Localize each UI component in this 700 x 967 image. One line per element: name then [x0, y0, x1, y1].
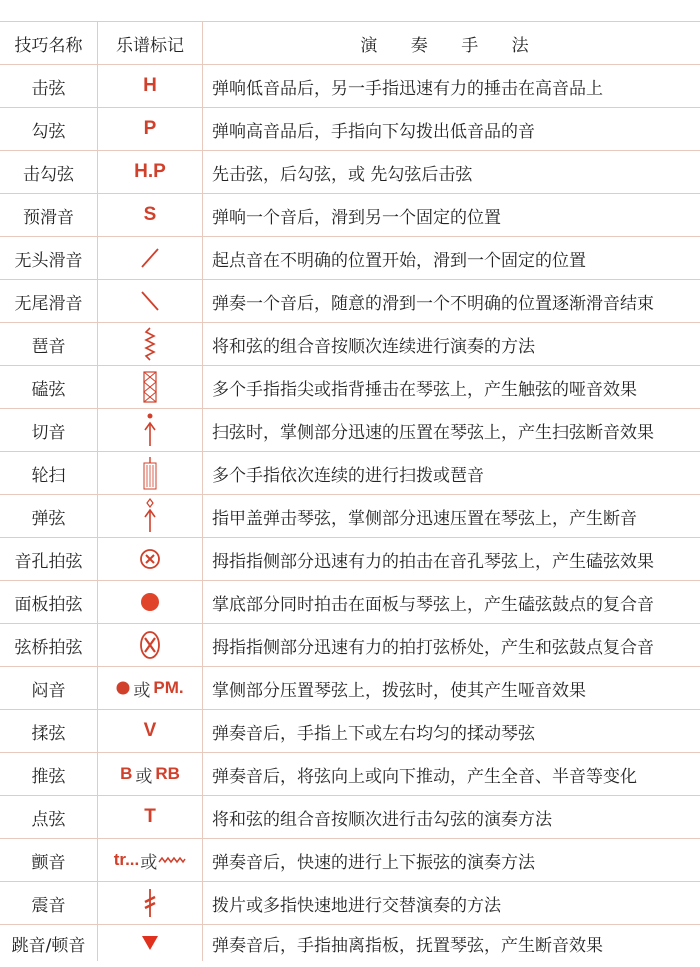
technique-name: 切音: [31, 422, 66, 443]
method-description: 弹奏音后，将弦向上或向下推动，产生全音、半音等变化: [212, 766, 637, 787]
notation-mark: [98, 925, 202, 961]
technique-name: 闷音: [31, 680, 66, 701]
table-row: [0, 839, 700, 882]
method-description: 将和弦的组合音按顺次连续进行演奏的方法: [212, 336, 535, 357]
notation-text: tr...: [113, 850, 140, 869]
header-method: 演 奏 手 法: [360, 35, 543, 56]
table-row: [0, 323, 700, 366]
table-row: [0, 796, 700, 839]
method-description: 弹响低音品后，另一手指迅速有力的捶击在高音品上: [212, 78, 603, 99]
technique-name: 颤音: [31, 852, 66, 873]
technique-name: 弹弦: [31, 508, 66, 529]
table-row: [0, 495, 700, 538]
notation-mark: [98, 237, 202, 279]
notation-text-b: RB: [155, 764, 180, 783]
notation-text: V: [143, 720, 157, 741]
oval-x-icon: [139, 630, 161, 660]
notation-mark: [98, 624, 202, 666]
method-description: 弹奏一个音后，随意的滑到一个不明确的位置逐渐滑音结束: [212, 293, 654, 314]
or-text: 或: [135, 766, 153, 787]
notation-mark: [98, 151, 202, 193]
notation-mark: [98, 409, 202, 451]
method-description: 多个手指指尖或指背捶击在琴弦上，产生触弦的哑音效果: [212, 379, 637, 400]
tremolo-slash-icon: [142, 887, 158, 919]
notation-text: H.P: [134, 161, 166, 182]
table-row: [0, 108, 700, 151]
notation-mark: [98, 796, 202, 838]
down-triangle-icon: [141, 935, 159, 951]
table-row: [0, 710, 700, 753]
notation-mark: [98, 839, 202, 881]
dot-arrow-up-icon: [142, 412, 158, 448]
table-row: [0, 452, 700, 495]
table-row: [0, 624, 700, 667]
technique-name: 琶音: [31, 336, 66, 357]
method-description: 掌底部分同时拍击在面板与琴弦上，产生磕弦鼓点的复合音: [212, 594, 654, 615]
technique-name: 跳音/顿音: [11, 935, 86, 956]
filled-circle-icon: [139, 591, 161, 613]
notation-mark: [98, 366, 202, 408]
diamond-arrow-up-icon: [142, 498, 158, 534]
notation-mark: [98, 495, 202, 537]
notation-mark: [98, 753, 202, 795]
table-row: [0, 667, 700, 710]
technique-name: 轮扫: [31, 465, 66, 486]
header-technique-name: 技巧名称: [14, 35, 83, 56]
table-row: [0, 65, 700, 108]
technique-name: 震音: [31, 895, 66, 916]
notation-text: PM.: [153, 678, 184, 697]
notation-mark: [98, 280, 202, 322]
method-description: 弹奏音后，快速的进行上下振弦的演奏方法: [212, 852, 535, 873]
table-row: [0, 882, 700, 925]
method-description: 弹响一个音后，滑到另一个固定的位置: [212, 207, 501, 228]
dot-icon: [116, 681, 130, 695]
technique-name: 点弦: [31, 809, 66, 830]
method-description: 拇指指侧部分迅速有力的拍击在音孔琴弦上，产生磕弦效果: [212, 551, 654, 572]
or-text: 或: [133, 680, 151, 701]
table-row: [0, 237, 700, 280]
or-text: 或: [140, 852, 158, 873]
method-description: 多个手指依次连续的进行扫拨或琶音: [212, 465, 484, 486]
slash-up-icon: [138, 246, 162, 270]
table-row: [0, 581, 700, 624]
notation-mark: [98, 452, 202, 494]
table-row: [0, 151, 700, 194]
technique-name: 弦桥拍弦: [14, 637, 83, 658]
notation-mark: [98, 667, 202, 709]
notation-text-a: B: [120, 764, 133, 783]
slash-down-icon: [138, 289, 162, 313]
technique-name: 无尾滑音: [14, 293, 83, 314]
column-divider: [97, 22, 98, 961]
notation-text: S: [143, 204, 157, 225]
technique-name: 预滑音: [23, 207, 74, 228]
table-row: [0, 194, 700, 237]
method-description: 扫弦时，掌侧部分迅速的压置在琴弦上，产生扫弦断音效果: [212, 422, 654, 443]
notation-text: H: [143, 75, 157, 96]
method-description: 弹响高音品后，手指向下勾拨出低音品的音: [212, 121, 535, 142]
notation-text: T: [144, 806, 156, 827]
circled-x-icon: [139, 548, 161, 570]
vibrato-wave-icon: [158, 855, 186, 865]
technique-name: 击勾弦: [23, 164, 74, 185]
technique-name: 击弦: [31, 78, 66, 99]
method-description: 指甲盖弹击琴弦，掌侧部分迅速压置在琴弦上，产生断音: [212, 508, 637, 529]
technique-name: 磕弦: [31, 379, 66, 400]
notation-mark: [98, 108, 202, 150]
table-row: [0, 366, 700, 409]
method-description: 弹奏音后，手指上下或左右均匀的揉动琴弦: [212, 723, 535, 744]
technique-name: 揉弦: [31, 723, 66, 744]
method-description: 掌侧部分压置琴弦上，拨弦时，使其产生哑音效果: [212, 680, 586, 701]
column-divider: [202, 22, 203, 961]
technique-name: 面板拍弦: [14, 594, 83, 615]
table-row: [0, 280, 700, 323]
method-description: 弹奏音后，手指抽离指板，抚置琴弦，产生断音效果: [212, 935, 603, 956]
notation-mark: [98, 882, 202, 924]
table-row: [0, 538, 700, 581]
arpeggio-zigzag-icon: [142, 326, 158, 362]
notation-mark: [98, 538, 202, 580]
notation-mark: [98, 194, 202, 236]
technique-name: 无头滑音: [14, 250, 83, 271]
notation-mark: [98, 323, 202, 365]
table-row: [0, 409, 700, 452]
rolling-strum-icon: [141, 455, 159, 491]
technique-name: 勾弦: [31, 121, 66, 142]
notation-mark: [98, 710, 202, 752]
header-notation: 乐谱标记: [116, 35, 184, 56]
table-row: [0, 753, 700, 796]
notation-text: P: [143, 118, 157, 139]
cross-hatch-icon: [142, 370, 158, 404]
notation-mark: [98, 65, 202, 107]
method-description: 起点音在不明确的位置开始，滑到一个固定的位置: [212, 250, 586, 271]
method-description: 将和弦的组合音按顺次进行击勾弦的演奏方法: [212, 809, 552, 830]
method-description: 先击弦，后勾弦，或 先勾弦后击弦: [212, 164, 473, 185]
table-header-row: [0, 22, 700, 65]
method-description: 拨片或多指快速地进行交替演奏的方法: [212, 895, 501, 916]
notation-mark: [98, 581, 202, 623]
technique-name: 推弦: [31, 766, 66, 787]
method-description: 拇指指侧部分迅速有力的拍打弦桥处，产生和弦鼓点复合音: [212, 637, 654, 658]
technique-name: 音孔拍弦: [14, 551, 83, 572]
